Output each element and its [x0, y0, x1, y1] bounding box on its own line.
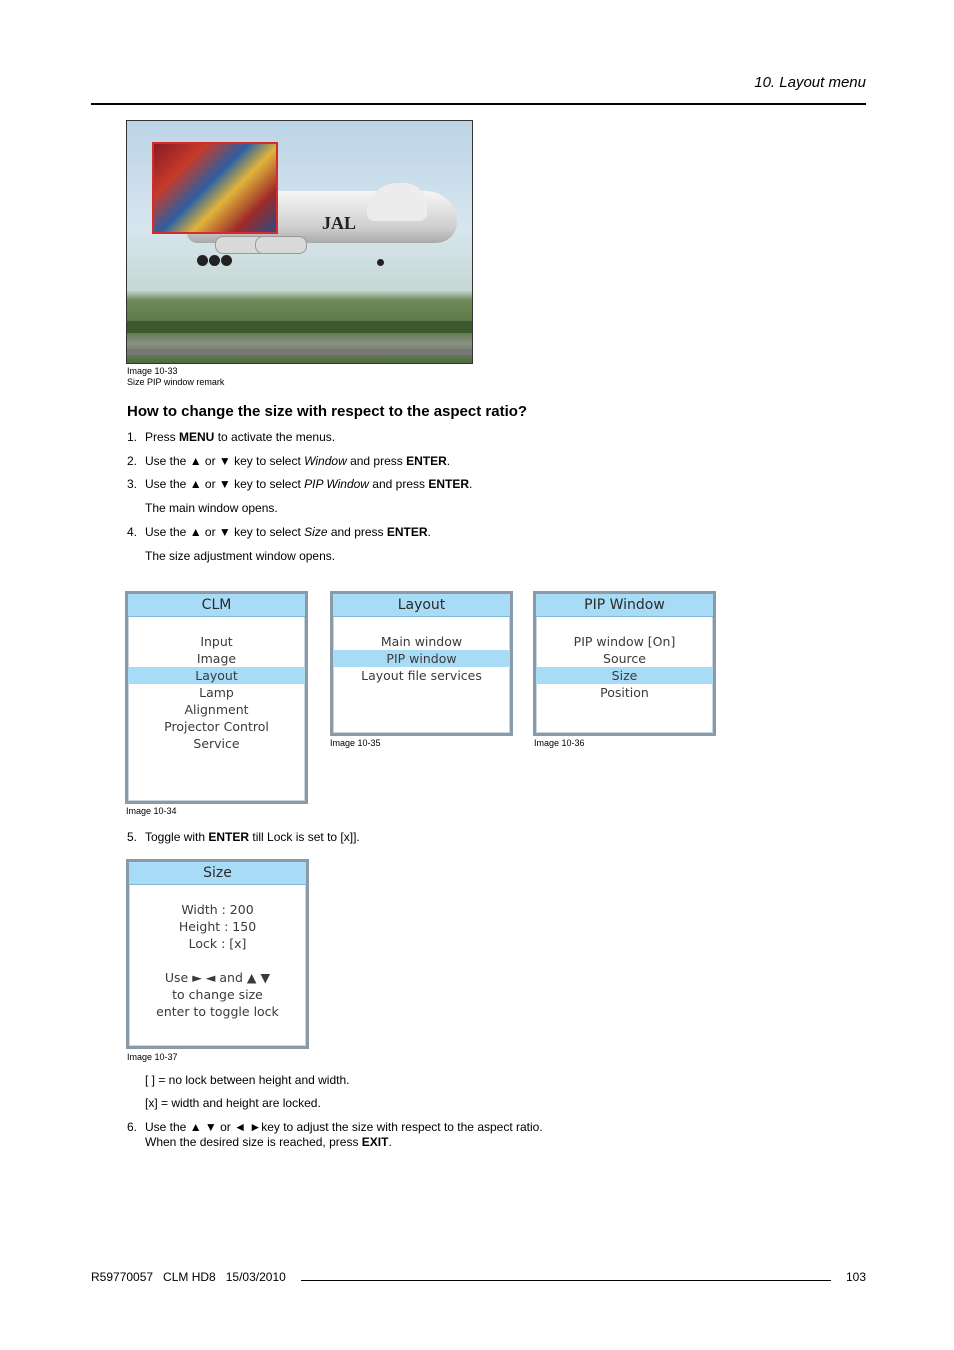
size-hint: to change size: [172, 987, 263, 1002]
runway: [127, 349, 472, 355]
pip-window-menu-screenshot: [533, 591, 716, 736]
step-text: and press: [368, 477, 429, 491]
figure-caption: [127, 366, 224, 388]
landing-gear: [209, 255, 220, 266]
key-name: MENU: [179, 430, 215, 444]
chapter-title: 10. Layout menu: [754, 74, 866, 91]
size-width: Width : 200: [181, 902, 254, 917]
size-lock: Lock : [x]: [188, 936, 247, 951]
step-6-line2: [145, 1135, 392, 1150]
step-number: 6.: [127, 1120, 138, 1134]
step-4-note: The size adjustment window opens.: [145, 549, 336, 563]
document-info: R59770057 CLM HD8 15/03/2010: [91, 1270, 286, 1284]
menu-items: [128, 617, 305, 752]
step-5: [127, 830, 360, 845]
lock-note-on: [x] = width and height are locked.: [145, 1096, 321, 1110]
key-name: ENTER: [428, 477, 470, 491]
step-text: and press: [327, 525, 387, 539]
menu-title: CLM: [128, 594, 305, 617]
key-name: ENTER: [208, 830, 250, 844]
step-text: Use the ▲ or ▼ key to select: [145, 454, 305, 468]
header-divider: [91, 103, 866, 105]
menu-title: Size: [129, 862, 306, 885]
landing-gear: [377, 259, 384, 266]
menu-item-size: Size: [536, 667, 713, 684]
step-text: When the desired size is reached, press: [145, 1135, 362, 1149]
step-text: .: [427, 525, 431, 539]
menu-name: PIP Window: [304, 477, 369, 491]
menu-lines: [129, 885, 306, 1020]
layout-menu-screenshot: [330, 591, 513, 736]
step-text: and press: [346, 454, 407, 468]
step-text: .: [469, 477, 473, 491]
engine: [255, 236, 307, 254]
menu-item-position: Position: [600, 685, 649, 700]
size-hint: enter to toggle lock: [156, 1004, 279, 1019]
menu-item-pip-window-on: PIP window [On]: [573, 634, 676, 649]
step-text: to activate the menus.: [214, 430, 336, 444]
image-number: Image 10-37: [127, 1052, 178, 1062]
menu-item-projector-control: Projector Control: [164, 719, 269, 734]
page-number: 103: [845, 1270, 866, 1284]
menu-title: Layout: [333, 594, 510, 617]
lock-note-off: [ ] = no lock between height and width.: [145, 1073, 350, 1087]
menu-item-alignment: Alignment: [184, 702, 249, 717]
menu-item-pip-window: PIP window: [333, 650, 510, 667]
step-2: [127, 454, 450, 469]
key-name: ENTER: [406, 454, 447, 468]
step-text: Toggle with: [145, 830, 209, 844]
step-number: 4.: [127, 525, 138, 539]
step-text: Use the ▲ ▼ or ◄ ►key to adjust the size with respect to the aspect ratio.: [145, 1120, 543, 1134]
pip-window-overlay: [152, 142, 278, 234]
landing-gear: [197, 255, 208, 266]
step-4: [127, 525, 431, 540]
menu-item-source: Source: [603, 651, 646, 666]
clm-menu-screenshot: [125, 591, 308, 804]
menu-item-layout: Layout: [128, 667, 305, 684]
landing-gear: [221, 255, 232, 266]
step-number: 3.: [127, 477, 138, 491]
step-number: 5.: [127, 830, 138, 844]
step-text: .: [446, 454, 451, 468]
step-text: .: [388, 1135, 392, 1149]
step-3-note: The main window opens.: [145, 501, 278, 515]
menu-item-main-window: Main window: [380, 634, 463, 649]
step-6: [127, 1120, 543, 1135]
key-name: ENTER: [386, 525, 428, 539]
menu-item-layout-file-services: Layout file services: [361, 668, 482, 683]
pip-remark-photo: [126, 120, 473, 364]
menu-items: [536, 617, 713, 701]
size-height: Height : 150: [178, 919, 257, 934]
step-3: [127, 477, 472, 492]
menu-name: Window: [304, 454, 347, 468]
size-hint: Use ► ◄ and ▲ ▼: [164, 970, 271, 985]
step-1: [127, 430, 335, 445]
menu-item-lamp: Lamp: [199, 685, 234, 700]
menu-item-image: Image: [196, 651, 237, 666]
step-text: Press: [145, 430, 180, 444]
image-number: Image 10-36: [534, 738, 585, 748]
image-number: Image 10-35: [330, 738, 381, 748]
section-heading: How to change the size with respect to the aspect ratio?: [127, 403, 528, 420]
treeline: [127, 321, 472, 333]
image-number: Image 10-33: [127, 366, 178, 376]
menu-items: [333, 617, 510, 684]
key-name: EXIT: [361, 1135, 389, 1149]
airline-logo: JAL: [322, 213, 357, 233]
menu-item-input: Input: [200, 634, 233, 649]
step-text: Use the ▲ or ▼ key to select: [145, 477, 305, 491]
menu-title: PIP Window: [536, 594, 713, 617]
size-menu-screenshot: [126, 859, 309, 1049]
step-number: 2.: [127, 454, 138, 468]
menu-item-service: Service: [193, 736, 240, 751]
image-number: Image 10-34: [126, 806, 177, 816]
airplane-nose: [367, 183, 427, 221]
image-caption: Size PIP window remark: [127, 377, 225, 387]
spacer: [129, 952, 306, 969]
menu-name: Size: [304, 525, 328, 539]
step-text: till Lock is set to [x]].: [249, 830, 360, 844]
step-text: Use the ▲ or ▼ key to select: [145, 525, 305, 539]
footer-divider: [301, 1280, 831, 1281]
step-number: 1.: [127, 430, 138, 444]
